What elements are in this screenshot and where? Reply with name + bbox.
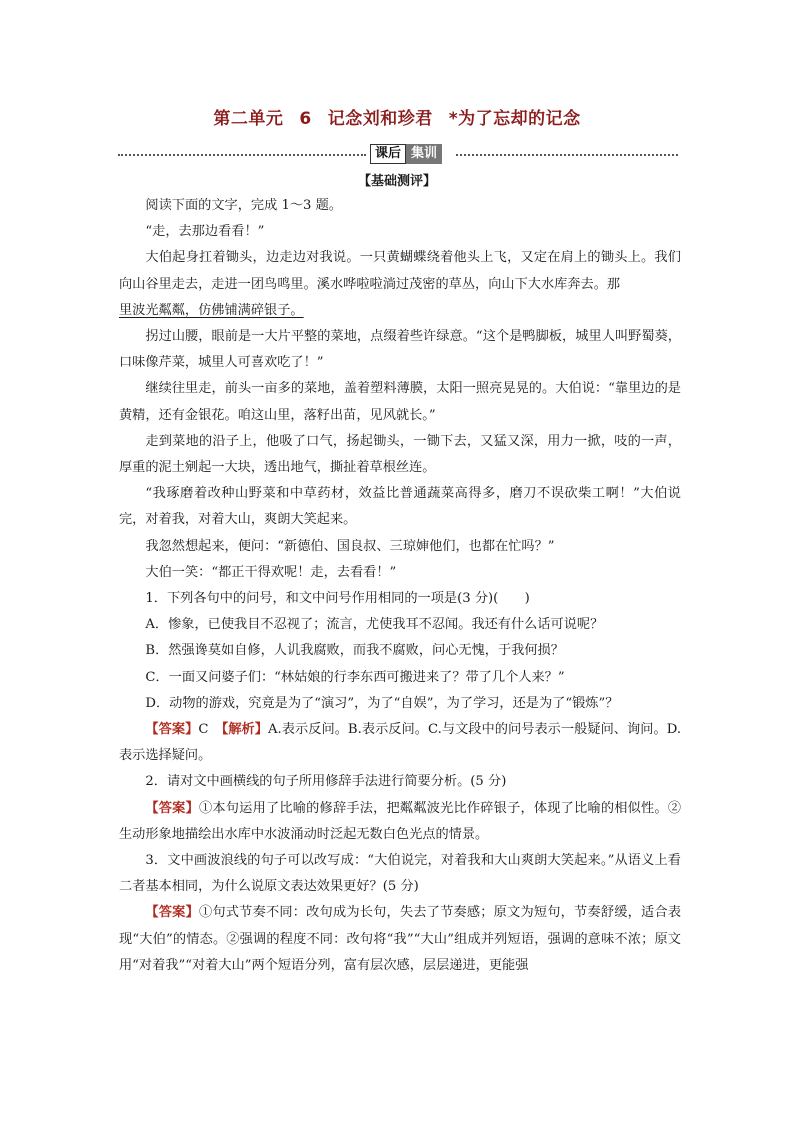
badge-right-label: 集训: [406, 144, 442, 164]
passage-paragraph: 大伯起身扛着锄头，边走边对我说。一只黄蝴蝶绕着他头上飞，又定在肩上的锄头上。我们向山谷里走去，走进一团鸟鸣里。溪水哗啦啦淌过茂密的草丛，向山下大水库奔去。那: [119, 250, 681, 292]
answer-text: ①句式节奏不同：改句成为长句，失去了节奏感；原文为短句，节奏舒缓，适合表现“大伯”的情态。②强调的程度不同：改句将“我”“大山”组成并列短语，强调的意味不浓；原文用“对着我”“对着大山”两个短语分列，富有层次感，层层递进，更能强: [119, 905, 682, 973]
badge-left-label: 课后: [370, 144, 406, 164]
passage-paragraph: “我琢磨着改种山野菜和中草药材，效益比普通蔬菜高得多，磨刀不误砍柴工啊！”大伯说完，对着我，对着大山，爽朗大笑起来。: [119, 486, 681, 528]
analysis-tag: 【解析】: [221, 722, 269, 738]
answer-tag: 【答案】: [145, 800, 199, 816]
page-title: [0, 104, 794, 129]
question-1-option-b: B．然强谗莫如自修，人讥我腐败，而我不腐败，问心无愧，于我何损？: [145, 643, 564, 659]
question-2-answer: [119, 796, 681, 848]
analysis-text: A.表示反问。B.表示反问。C.与文段中的问号表示一般疑问、询问。D.表示选择疑问。: [119, 722, 682, 764]
section-heading: 【基础测评】: [357, 174, 436, 189]
question-1-option-d: D．动物的游戏，究竟是为了“演习”，为了“自娱”，为了学习，还是为了“锻炼”？: [145, 695, 619, 711]
question-1-option-a: A．惨象，已使我目不忍视了；流言，尤使我耳不忍闻。我还有什么话可说呢？: [145, 617, 604, 633]
question-2-stem: 2．请对文中画横线的句子所用修辞手法进行简要分析。(5 分): [145, 774, 507, 790]
question-1-answer: [119, 717, 681, 769]
lesson-number: 6: [299, 109, 312, 129]
document-body: [119, 193, 681, 979]
passage-paragraph: 走到菜地的沿子上，他吸了口气，扬起锄头，一锄下去，又猛又深，用力一掀，吱的一声，厚重的泥土剜起一大块，透出地气，撕扯着草根丝连。: [119, 433, 681, 476]
underlined-sentence: [119, 298, 681, 324]
answer-text: C: [198, 722, 222, 738]
question-1-stem: 1．下列各句中的问号，和文中问号作用相同的一项是(3 分)( ): [145, 591, 530, 607]
passage-paragraph: 大伯一笑：“都正干得欢呢！走，去看看！”: [145, 564, 397, 580]
question-3-answer: [119, 900, 681, 979]
question-1-option-c: C．一面又问婆子们：“林姑娘的行李东西可搬进来了？带了几个人来？”: [145, 669, 565, 685]
dotted-rule-left: [118, 154, 366, 156]
unit-label: 第二单元: [213, 109, 284, 129]
question-3-stem: 3．文中画波浪线的句子可以改写成：“大伯说完，对着我和大山爽朗大笑起来。”从语义上看二者基本相同，为什么说原文表达效果更好？(5 分): [119, 853, 681, 895]
reading-instruction: 阅读下面的文字，完成 1～3 题。: [145, 198, 342, 213]
answer-text: ①本句运用了比喻的修辞手法，把粼粼波光比作碎银子，体现了比喻的相似性。②生动形象地描绘出水库中水波涌动时泛起无数白色光点的情景。: [119, 800, 682, 842]
underlined-text: 里波光粼粼，仿佛铺满碎银子。: [119, 302, 304, 318]
extra-lesson-title: *为了忘却的记念: [448, 109, 581, 129]
passage-paragraph: 拐过山腰，眼前是一大片平整的菜地，点缀着些许绿意。“这个是鸭脚板，城里人叫野蜀葵，口味像芹菜，城里人可喜欢吃了！”: [119, 329, 681, 371]
answer-tag: 【答案】: [145, 722, 199, 738]
lesson-title: 记念刘和珍君: [327, 109, 433, 129]
answer-tag: 【答案】: [145, 905, 199, 921]
passage-paragraph: “走，去那边看看！”: [145, 224, 265, 240]
after-class-badge: [370, 144, 442, 164]
dotted-rule-right: [456, 154, 678, 156]
passage-paragraph: 我忽然想起来，便问：“新德伯、国良叔、三琼婶他们，也都在忙吗？”: [145, 538, 555, 554]
section-divider: [118, 144, 678, 166]
passage-paragraph: 继续往里走，前头一亩多的菜地，盖着塑料薄膜，太阳一照亮晃晃的。大伯说：“靠里边的是黄精，还有金银花。咱这山里，落籽出苗，见风就长。”: [119, 381, 681, 423]
